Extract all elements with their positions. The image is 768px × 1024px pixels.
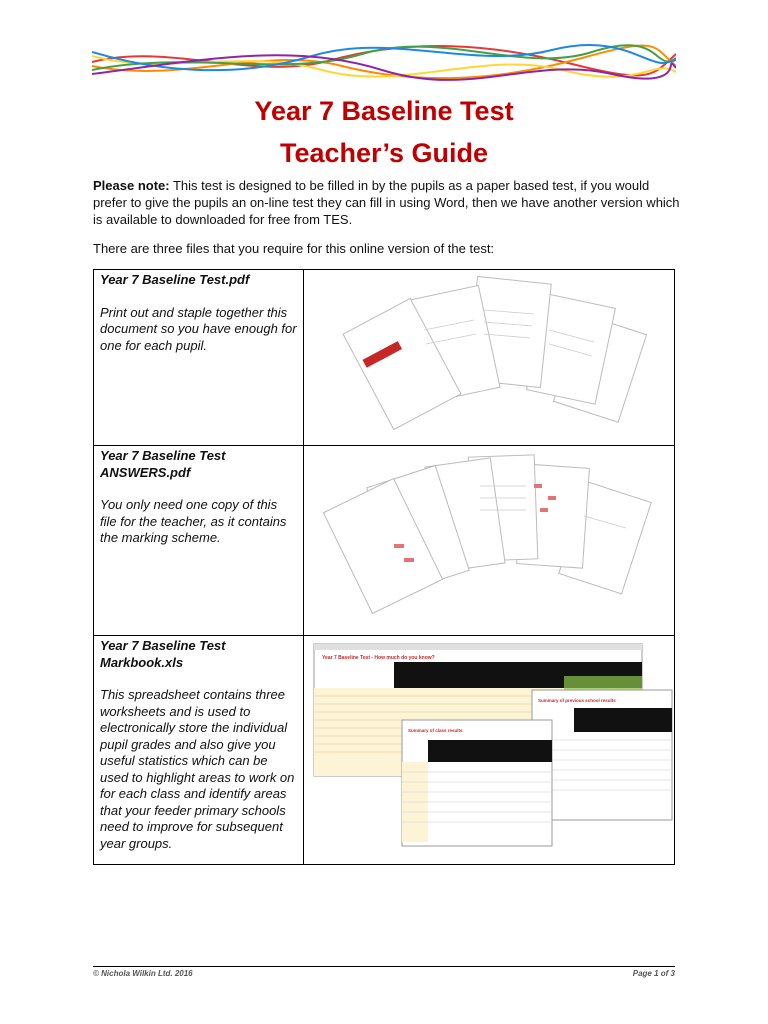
note-text: This test is designed to be filled in by the pupils as a paper based test, if you would prefer to give the pupils an on-line test they can fill in using Word, then we have another version which is available to downloaded for free from TES. bbox=[93, 178, 680, 227]
intro-paragraph bbox=[93, 177, 683, 228]
sheet3-title: Summary of class results bbox=[408, 728, 463, 733]
wave-banner bbox=[92, 40, 676, 84]
table-row bbox=[94, 270, 675, 446]
table-row bbox=[94, 636, 675, 865]
sheet-previous-school bbox=[532, 690, 672, 820]
files-table bbox=[93, 269, 675, 865]
sheet1-title: Year 7 Baseline Test - How much do you know? bbox=[322, 655, 435, 661]
file-description: You only need one copy of this file for the teacher, as it contains the marking scheme. bbox=[100, 497, 287, 545]
table-row bbox=[94, 446, 675, 636]
spreadsheet-preview bbox=[304, 636, 687, 862]
file-description: This spreadsheet contains three worksheets and is used to electronically store the individual pupil grades and also give you useful statistics which can be used to highlight areas to work on for each class and identify areas that your feeder primary schools need to improve for subsequent year groups. bbox=[100, 687, 295, 851]
footer-divider bbox=[93, 966, 675, 967]
lead-paragraph: There are three files that you require for this online version of the test: bbox=[93, 241, 495, 256]
file-name: Year 7 Baseline Test Markbook.xls bbox=[100, 638, 226, 670]
file-name: Year 7 Baseline Test.pdf bbox=[100, 272, 250, 287]
file-preview-cell bbox=[304, 270, 675, 446]
file-preview-cell bbox=[304, 636, 675, 865]
title-line-1: Year 7 Baseline Test bbox=[254, 96, 514, 126]
sheet2-title: Summary of previous school results bbox=[538, 698, 616, 703]
file-description: Print out and staple together this document so you have enough for one for each pupil. bbox=[100, 304, 297, 353]
page-title bbox=[0, 90, 768, 174]
pdf-pages-preview bbox=[304, 270, 687, 443]
sheet-class-summary bbox=[402, 720, 552, 846]
footer-page-number: Page 1 of 3 bbox=[632, 969, 675, 978]
file-description-cell bbox=[94, 446, 304, 636]
file-preview-cell bbox=[304, 446, 675, 636]
footer-copyright: © Nichola Wilkin Ltd. 2016 bbox=[93, 969, 193, 978]
file-description-cell bbox=[94, 270, 304, 446]
title-line-2: Teacher’s Guide bbox=[279, 138, 489, 168]
file-name: Year 7 Baseline Test ANSWERS.pdf bbox=[100, 448, 226, 480]
answers-pages-preview bbox=[304, 446, 687, 633]
file-description-cell bbox=[94, 636, 304, 865]
note-label: Please note: bbox=[93, 178, 170, 193]
